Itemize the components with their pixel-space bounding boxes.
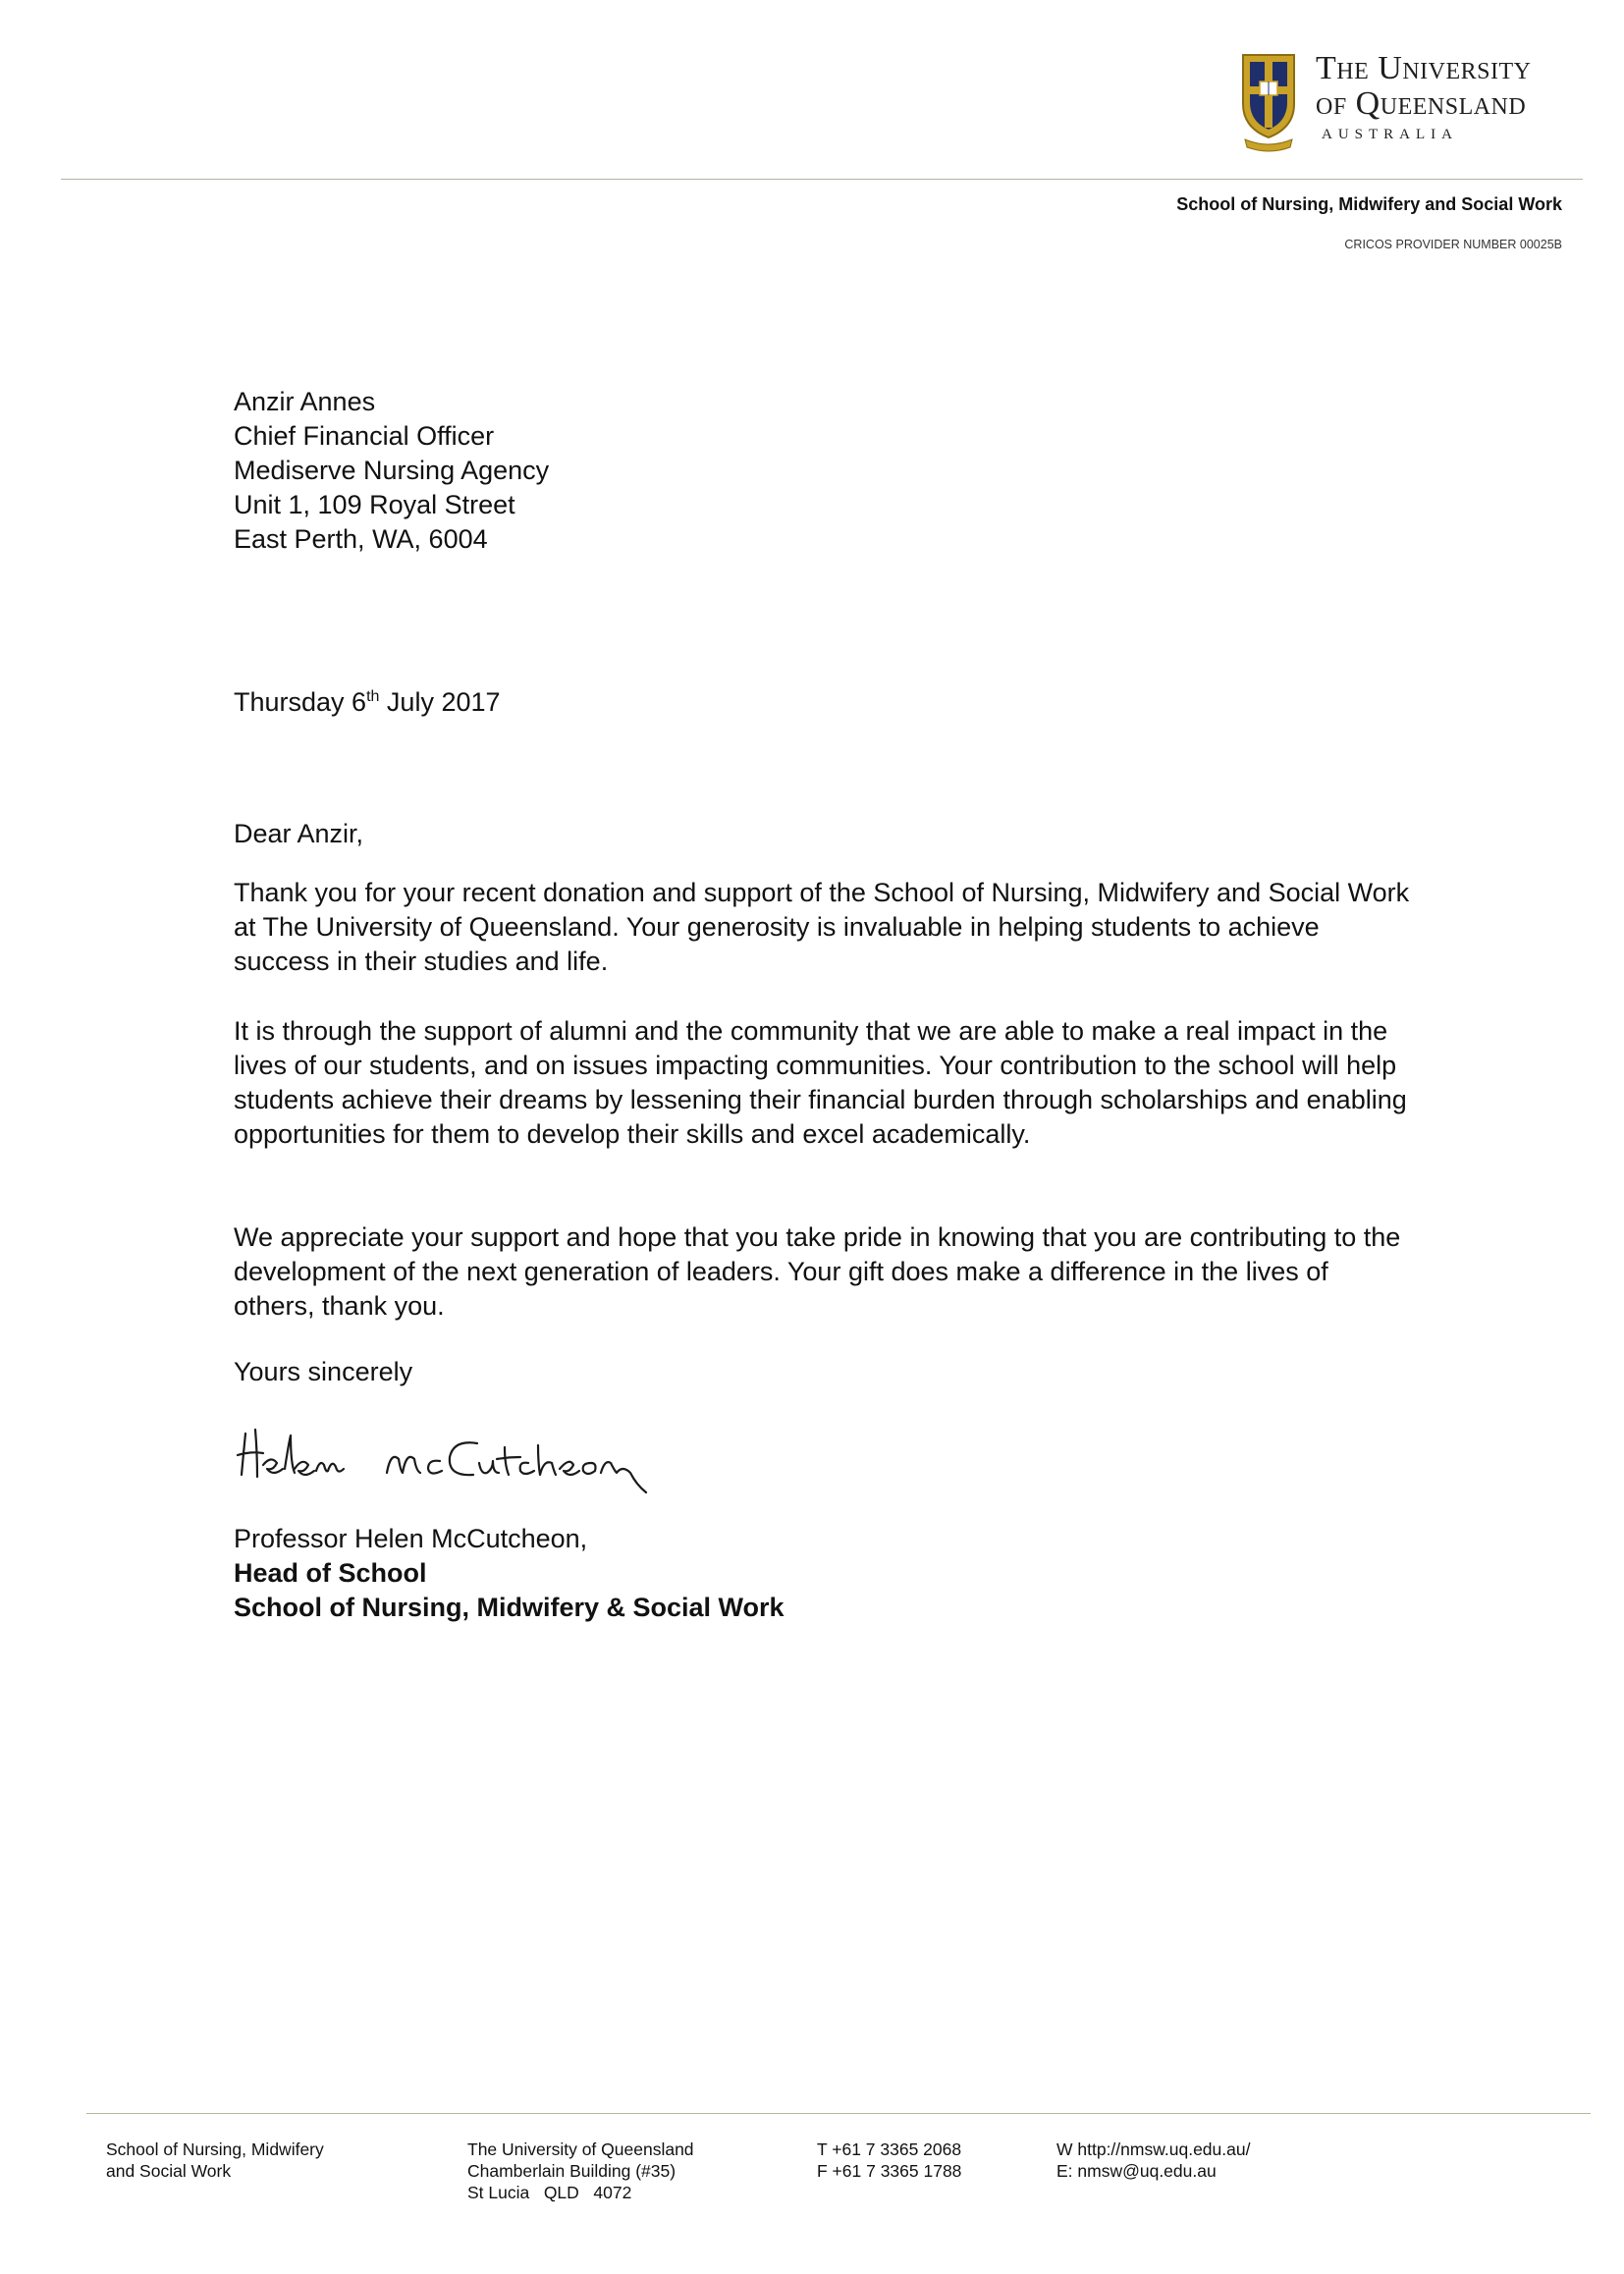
recipient-street: Unit 1, 109 Royal Street [234,490,515,519]
department-heading: School of Nursing, Midwifery and Social Work [1176,194,1562,214]
footer-web [1056,2139,1250,2182]
footer-school [106,2139,324,2182]
recipient-organisation: Mediserve Nursing Agency [234,456,550,485]
salutation: Dear Anzir, [234,819,364,848]
date-month-year: July 2017 [379,687,501,717]
footer-line: The University of Queensland [467,2139,694,2159]
university-name-line-2: of Queensland [1316,85,1527,122]
footer-divider [86,2113,1591,2114]
footer-telephone: T +61 7 3365 2068 [817,2139,962,2159]
body-paragraph: We appreciate your support and hope that you take pride in knowing that you are contributing to the development of the next generation of leaders. Your gift does make a difference in the lives of others, thank you. [234,1222,1401,1321]
university-crest-icon [1241,53,1296,153]
recipient-name: Anzir Annes [234,387,376,416]
university-name-line-1: The University [1316,50,1532,86]
footer-line: St Lucia QLD 4072 [467,2183,632,2202]
signatory-name: Professor Helen McCutcheon, [234,1524,588,1553]
footer-line: Chamberlain Building (#35) [467,2161,677,2181]
footer-phone [817,2139,961,2182]
closing: Yours sincerely [234,1357,413,1386]
signatory-position: Head of School [234,1558,427,1588]
handwritten-signature [234,1414,666,1502]
footer-email: E: nmsw@uq.edu.au [1056,2161,1217,2181]
footer-line: School of Nursing, Midwifery [106,2139,324,2159]
signature-block [234,1522,785,1625]
header-divider [61,179,1583,180]
recipient-city: East Perth, WA, 6004 [234,524,488,554]
body-paragraph: Thank you for your recent donation and support of the School of Nursing, Midwifery and Social Work at The University of Queensland. Your generosity is invaluable in helping students to achieve success in their studies and life. [234,878,1410,976]
footer-fax: F +61 7 3365 1788 [817,2161,962,2181]
footer-line: and Social Work [106,2161,232,2181]
footer-website: W http://nmsw.uq.edu.au/ [1056,2139,1251,2159]
date-ordinal: th [366,688,380,705]
university-country: AUSTRALIA [1322,127,1458,142]
recipient-title: Chief Financial Officer [234,421,495,451]
university-wordmark [1316,51,1610,142]
date-weekday-day: Thursday 6 [234,687,367,717]
letter-date [234,685,501,720]
recipient-address [234,385,549,557]
cricos-number: CRICOS PROVIDER NUMBER 00025B [1344,238,1562,251]
body-paragraph: It is through the support of alumni and the community that we are able to make a real impact in the lives of our students, and on issues impacting communities. Your contribution to the school will help students achieve their dreams by lessening their financial burden through scholarships and enabling opportunities for them to develop their skills and excel academically. [234,1016,1407,1149]
signatory-school: School of Nursing, Midwifery & Social Work [234,1593,785,1622]
footer-address [467,2139,694,2203]
